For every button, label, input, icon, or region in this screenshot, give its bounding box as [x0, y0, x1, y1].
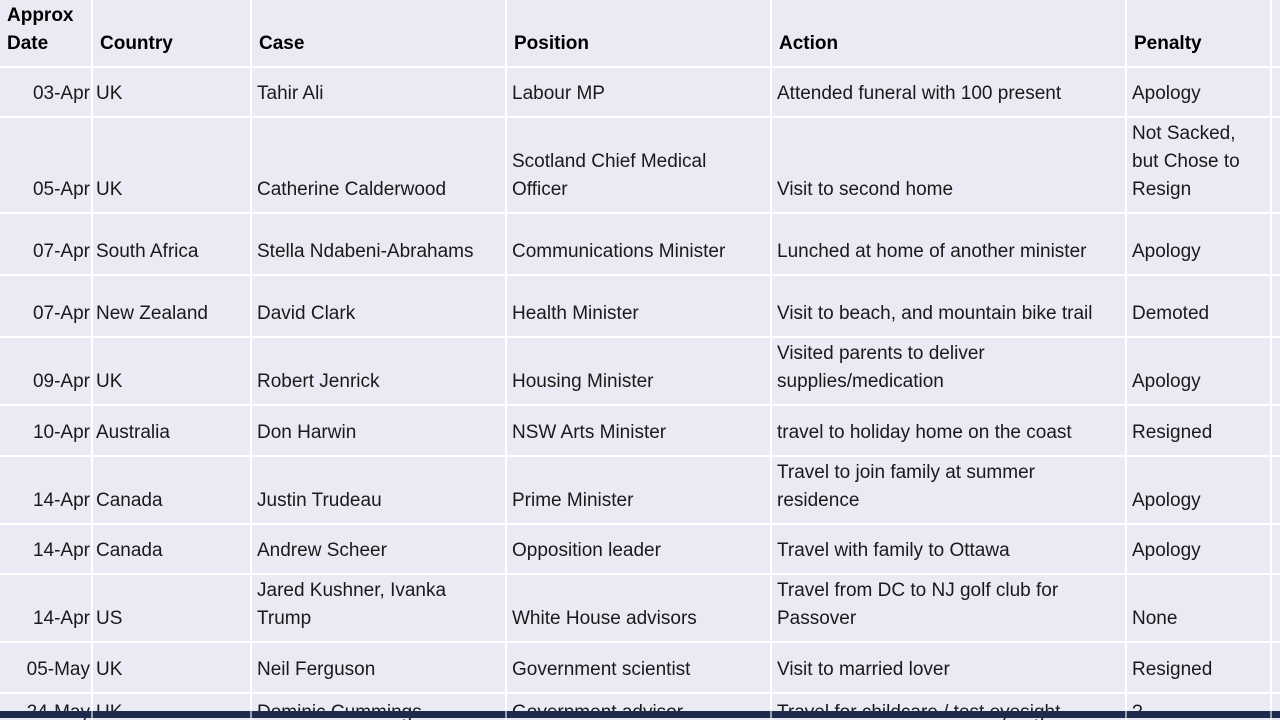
bottom-bar-divider-notch: [505, 711, 507, 718]
spacer-cell: [1271, 117, 1280, 213]
bottom-bar-divider-notch: [770, 711, 772, 718]
table-row: [0, 574, 1280, 642]
cell-action: Lunched at home of another minister: [771, 213, 1126, 275]
cell-date: 14-Apr: [0, 524, 92, 574]
spacer-cell: [1271, 275, 1280, 337]
spacer-cell: [1271, 213, 1280, 275]
cell-country: UK: [92, 67, 251, 117]
cell-date: 10-Apr: [0, 405, 92, 456]
cell-penalty: Resigned: [1126, 405, 1271, 456]
cell-penalty: Apology: [1126, 213, 1271, 275]
bottom-bar: [0, 711, 1280, 718]
cell-position: Scotland Chief Medical Officer: [506, 117, 771, 213]
cell-case: Stella Ndabeni-Abrahams: [251, 213, 506, 275]
cell-date: 14-Apr: [0, 456, 92, 524]
cell-action: Travel to join family at summer residence: [771, 456, 1126, 524]
cell-date: 07-Apr: [0, 213, 92, 275]
cell-action: Visit to married lover: [771, 642, 1126, 693]
cell-position: White House advisors: [506, 574, 771, 642]
cell-penalty: Not Sacked, but Chose to Resign: [1126, 117, 1271, 213]
cell-date: 09-Apr: [0, 337, 92, 405]
spacer-cell: [1271, 337, 1280, 405]
table-row: [0, 456, 1280, 524]
cell-date: 07-Apr: [0, 275, 92, 337]
cell-action: Attended funeral with 100 present: [771, 67, 1126, 117]
table-row: [0, 524, 1280, 574]
spacer-cell: [1271, 67, 1280, 117]
cell-penalty: Apology: [1126, 524, 1271, 574]
cell-country: Canada: [92, 456, 251, 524]
spacer-cell: [1271, 524, 1280, 574]
cell-case: Catherine Calderwood: [251, 117, 506, 213]
cell-action: Travel with family to Ottawa: [771, 524, 1126, 574]
bottom-bar-divider-notch: [1270, 711, 1272, 718]
column-header-action: Action: [771, 0, 1126, 67]
cell-case: Jared Kushner, Ivanka Trump: [251, 574, 506, 642]
cell-case: Tahir Ali: [251, 67, 506, 117]
spacer-cell: [1271, 405, 1280, 456]
cell-penalty: Apology: [1126, 67, 1271, 117]
column-header-penalty: Penalty: [1126, 0, 1271, 67]
header-spacer-cell: [1271, 0, 1280, 67]
cell-date: 14-Apr: [0, 574, 92, 642]
cell-action: travel to holiday home on the coast: [771, 405, 1126, 456]
cell-position: Housing Minister: [506, 337, 771, 405]
cell-case: Robert Jenrick: [251, 337, 506, 405]
column-header-country: Country: [92, 0, 251, 67]
bottom-bar-divider-notch: [250, 711, 252, 718]
cell-date: 03-Apr: [0, 67, 92, 117]
cell-action: Travel from DC to NJ golf club for Passover: [771, 574, 1126, 642]
cell-penalty: Apology: [1126, 337, 1271, 405]
column-header-position: Position: [506, 0, 771, 67]
cell-position: Health Minister: [506, 275, 771, 337]
cell-country: UK: [92, 337, 251, 405]
table-row: [0, 117, 1280, 213]
cell-country: South Africa: [92, 213, 251, 275]
cell-position: NSW Arts Minister: [506, 405, 771, 456]
table-row: [0, 337, 1280, 405]
cell-country: UK: [92, 642, 251, 693]
cell-penalty: None: [1126, 574, 1271, 642]
cell-penalty: Apology: [1126, 456, 1271, 524]
column-header-case: Case: [251, 0, 506, 67]
spacer-cell: [1271, 574, 1280, 642]
table-row: [0, 642, 1280, 693]
cell-penalty: Demoted: [1126, 275, 1271, 337]
cell-country: UK: [92, 117, 251, 213]
cell-case: David Clark: [251, 275, 506, 337]
bottom-bar-divider-notch: [91, 711, 93, 718]
cell-position: Communications Minister: [506, 213, 771, 275]
cell-position: Prime Minister: [506, 456, 771, 524]
cell-country: US: [92, 574, 251, 642]
cell-action: Visited parents to deliver supplies/medication: [771, 337, 1126, 405]
table-row: [0, 67, 1280, 117]
bottom-bar-divider-notch: [1125, 711, 1127, 718]
column-header-date: Approx Date: [0, 0, 92, 67]
cell-date: 05-Apr: [0, 117, 92, 213]
cell-country: New Zealand: [92, 275, 251, 337]
spacer-cell: [1271, 456, 1280, 524]
cell-case: Andrew Scheer: [251, 524, 506, 574]
cell-position: Government scientist: [506, 642, 771, 693]
cell-action: Visit to second home: [771, 117, 1126, 213]
table-row: [0, 213, 1280, 275]
cell-case: Justin Trudeau: [251, 456, 506, 524]
header-row: [0, 0, 1280, 67]
table-body: [0, 67, 1280, 720]
cell-case: Neil Ferguson: [251, 642, 506, 693]
cell-position: Opposition leader: [506, 524, 771, 574]
cell-action: Visit to beach, and mountain bike trail: [771, 275, 1126, 337]
table-row: [0, 405, 1280, 456]
spacer-cell: [1271, 642, 1280, 693]
cell-case: Don Harwin: [251, 405, 506, 456]
table-row: [0, 275, 1280, 337]
cell-position: Labour MP: [506, 67, 771, 117]
cell-country: Australia: [92, 405, 251, 456]
cell-date: 05-May: [0, 642, 92, 693]
cell-penalty: Resigned: [1126, 642, 1271, 693]
cell-country: Canada: [92, 524, 251, 574]
